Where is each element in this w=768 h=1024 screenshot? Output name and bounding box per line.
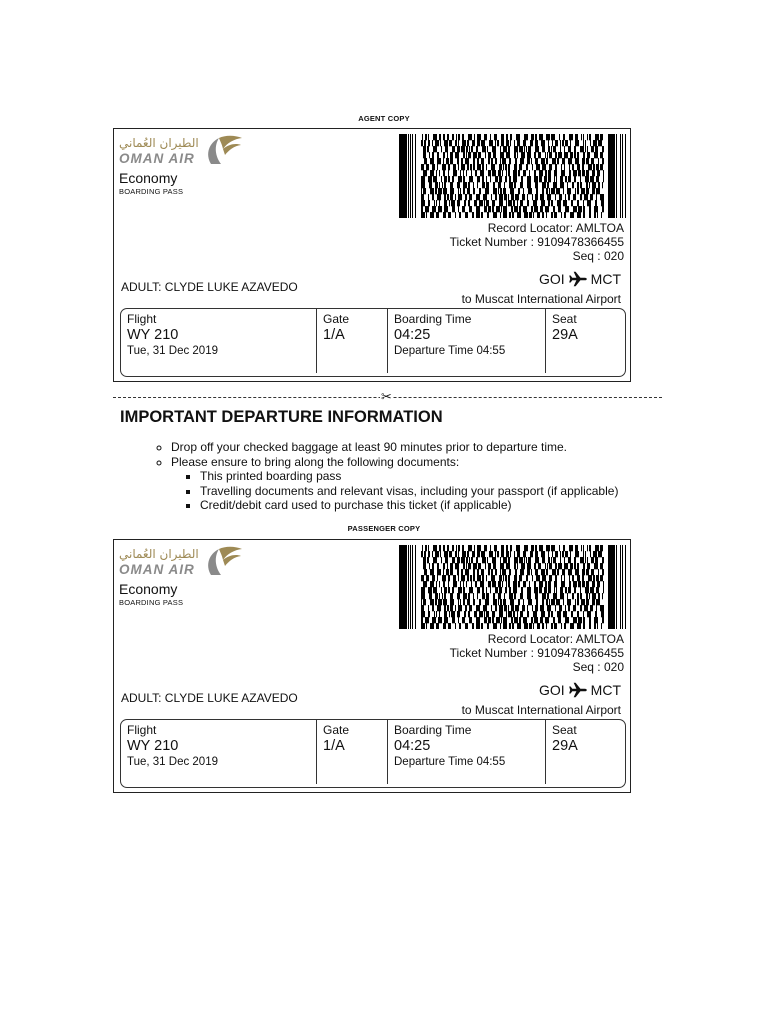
seat-label: Seat	[552, 312, 577, 326]
list-item-text: Please ensure to bring along the following documents:	[171, 454, 460, 469]
pdf417-barcode	[399, 545, 626, 629]
seat-column	[545, 309, 626, 373]
gate-value: 1/A	[323, 327, 345, 343]
list-item: ◦ Drop off your checked baggage at least 90 minutes prior to departure time.	[171, 440, 618, 455]
passenger-copy-label: PASSENGER COPY	[347, 524, 421, 533]
boarding-pass-caption: BOARDING PASS	[119, 598, 184, 607]
cabin-class: Economy	[119, 170, 178, 186]
airplane-icon	[568, 682, 588, 698]
cabin-class: Economy	[119, 581, 178, 597]
passenger-name: ADULT: CLYDE LUKE AZAVEDO	[121, 691, 298, 705]
oman-air-logo	[119, 134, 244, 168]
seat-column	[545, 720, 626, 784]
record-locator: Record Locator: AMLTOA	[487, 221, 624, 235]
route	[539, 271, 621, 287]
boarding-pass-passenger-copy	[113, 539, 631, 793]
flight-label: Flight	[127, 312, 157, 326]
boarding-time: 04:25	[394, 738, 431, 754]
seat-value: 29A	[552, 738, 578, 754]
flight-info-box	[120, 308, 626, 377]
scissors-icon: ✂	[381, 389, 392, 404]
boarding-pass-caption: BOARDING PASS	[119, 187, 184, 196]
record-locator: Record Locator: AMLTOA	[487, 632, 624, 646]
document-item: ▪ Travelling documents and relevant visas, including your passport (if applicable)	[200, 484, 618, 499]
oman-air-logo	[119, 545, 244, 579]
origin-code: GOI	[539, 682, 565, 698]
flight-date: Tue, 31 Dec 2019	[127, 756, 218, 768]
flight-column	[121, 309, 316, 373]
gate-column	[316, 309, 387, 373]
seat-value: 29A	[552, 327, 578, 343]
list-item	[171, 455, 618, 513]
origin-code: GOI	[539, 271, 565, 287]
gate-column	[316, 720, 387, 784]
flight-date: Tue, 31 Dec 2019	[127, 345, 218, 357]
logo-arabic-text: الطيران العُماني	[119, 547, 199, 561]
seat-label: Seat	[552, 723, 577, 737]
departure-time: Departure Time 04:55	[394, 345, 506, 357]
logo-arabic-text: الطيران العُماني	[119, 136, 199, 150]
document-item: ▪ Credit/debit card used to purchase this ticket (if applicable)	[200, 498, 618, 513]
khanjar-emblem-icon	[203, 134, 243, 166]
destination-code: MCT	[590, 682, 621, 698]
boarding-column	[387, 309, 546, 373]
flight-number: WY 210	[127, 738, 179, 754]
logo-brand-text: OMAN AIR	[119, 562, 195, 577]
destination-code: MCT	[590, 271, 621, 287]
ticket-number: Ticket Number : 9109478366455	[449, 646, 624, 660]
passenger-name: ADULT: CLYDE LUKE AZAVEDO	[121, 280, 298, 294]
flight-info-box	[120, 719, 626, 788]
flight-number: WY 210	[127, 327, 179, 343]
khanjar-emblem-icon	[203, 545, 243, 577]
document-item: ▪ This printed boarding pass	[200, 469, 618, 484]
route	[539, 682, 621, 698]
boarding-time: 04:25	[394, 327, 431, 343]
documents-sublist	[171, 469, 618, 513]
flight-column	[121, 720, 316, 784]
important-info-title: IMPORTANT DEPARTURE INFORMATION	[120, 408, 443, 426]
destination-airport: to Muscat International Airport	[461, 292, 621, 306]
gate-value: 1/A	[323, 738, 345, 754]
boarding-time-label: Boarding Time	[394, 723, 472, 737]
sequence-number: Seq : 020	[572, 249, 624, 263]
airplane-icon	[568, 271, 588, 287]
destination-airport: to Muscat International Airport	[461, 703, 621, 717]
departure-time: Departure Time 04:55	[394, 756, 506, 768]
pdf417-barcode	[399, 134, 626, 218]
boarding-time-label: Boarding Time	[394, 312, 472, 326]
boarding-pass-agent-copy	[113, 128, 631, 382]
departure-info-list	[154, 440, 618, 513]
gate-label: Gate	[323, 723, 350, 737]
flight-label: Flight	[127, 723, 157, 737]
logo-brand-text: OMAN AIR	[119, 151, 195, 166]
boarding-column	[387, 720, 546, 784]
gate-label: Gate	[323, 312, 350, 326]
ticket-number: Ticket Number : 9109478366455	[449, 235, 624, 249]
sequence-number: Seq : 020	[572, 660, 624, 674]
agent-copy-label: AGENT COPY	[358, 114, 410, 123]
